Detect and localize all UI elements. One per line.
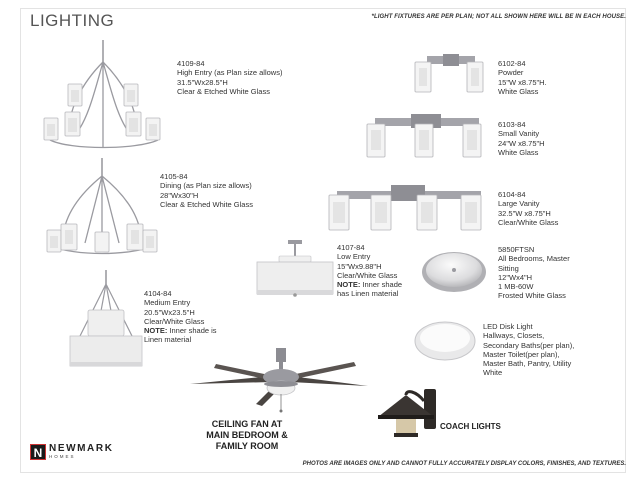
led-disk-line-5: Master Bath, Pantry, Utility [483,359,572,369]
fixture-4104-line-2: 20.5"Wx23.5"H [144,307,195,317]
fixture-4104-note-1: Inner shade is [167,326,217,336]
fixture-5850-line-4: 1 MB-60W [498,282,534,292]
fan-line-3: FAMILY ROOM [215,441,279,451]
fixture-4104-line-1: Medium Entry [144,298,191,308]
logo-name: NEWMARK [49,443,114,454]
fixture-6102-label [498,59,547,96]
led-disk-line-4: Master Toilet(per plan), [483,349,560,359]
fixture-6103-line-2: 24"W x8.75"H [498,138,545,148]
fixture-4107-note-label: NOTE: [337,280,361,290]
fixture-6103-line-3: White Glass [498,147,539,157]
logo-subtitle: HOMES [49,454,76,459]
vanity-6102-image [413,52,488,94]
fixture-5850-label [498,245,570,301]
coach-lights-label: COACH LIGHTS [440,422,501,431]
fixture-4109-line-3: Clear & Etched White Glass [177,86,270,96]
newmark-homes-logo [30,444,114,460]
fixture-4107-line-3: Clear/White Glass [337,270,398,280]
led-disk-label [483,322,574,378]
fixture-4104-note-label: NOTE: [144,326,168,336]
fixture-6102-line-2: 15"W x8.75"H. [498,77,547,87]
fixture-4109-code: 4109-84 [177,59,205,68]
fixture-4107-label [337,243,402,299]
fixture-4109-line-1: High Entry (as Plan size allows) [177,68,283,78]
fixture-4105-line-3: Clear & Etched White Glass [160,199,253,209]
fixture-6102-code: 6102-84 [498,59,526,68]
vanity-6104-image [327,183,489,233]
semiflush-4107-image [255,240,335,302]
fixture-6103-line-1: Small Vanity [498,129,540,139]
top-disclaimer: *LIGHT FIXTURES ARE PER PLAN; NOT ALL SHOWN HERE WILL BE IN EACH HOUSE. [371,14,626,20]
fixture-6104-line-1: Large Vanity [498,199,540,209]
led-disk-line-3: Secondary Baths(per plan), [483,340,575,350]
led-disk-image [413,317,477,363]
ceiling-fan-label [192,419,302,452]
bottom-disclaimer: PHOTOS ARE IMAGES ONLY AND CANNOT FULLY ACCURATELY DISPLAY COLORS, FINISHES, AND TEXTURES. [302,461,626,467]
fixture-4109-label [177,59,282,96]
logo-mark: N [30,444,46,460]
fixture-6104-line-3: Clear/White Glass [498,217,559,227]
fixture-5850-line-5: Frosted White Glass [498,291,566,301]
fixture-4104-code: 4104-84 [144,289,172,298]
fixture-6102-line-3: White Glass [498,86,539,96]
fixture-6104-code: 6104-84 [498,190,526,199]
fixture-4104-line-3: Clear/White Glass [144,316,205,326]
pendant-4104-image [66,270,146,370]
fixture-4107-note-2: has Linen material [337,289,399,299]
chandelier-4109-image [40,40,170,155]
fixture-4109-line-2: 31.5"Wx28.5"H [177,77,228,87]
fixture-4105-code: 4105-84 [160,172,188,181]
fixture-4105-label [160,172,253,209]
fixture-4104-note-2: Linen material [144,335,192,345]
fixture-5850-line-2: Sitting [498,263,519,273]
fixture-4107-line-2: 15"Wx9.88"H [337,261,382,271]
ceiling-fan-image [186,346,376,418]
coach-light-image [372,381,442,441]
fixture-4107-code: 4107-84 [337,243,365,252]
fixture-5850-line-3: 12"Wx4"H [498,272,533,282]
vanity-6103-image [365,112,487,160]
flush-dome-5850-image [420,248,488,296]
fixture-5850-code: 5850FTSN [498,245,535,254]
chandelier-4105-image [45,158,160,263]
fixture-6103-code: 6103-84 [498,120,526,129]
led-disk-line-6: White [483,368,503,378]
led-disk-line-2: Hallways, Closets, [483,331,545,341]
fan-line-2: MAIN BEDROOM & [206,430,288,440]
fixture-4107-line-1: Low Entry [337,252,371,262]
fixture-4107-note-1: Inner shade [360,280,403,290]
fixture-4105-line-2: 28"Wx30"H [160,190,199,200]
fan-line-1: CEILING FAN AT [211,419,283,429]
led-disk-line-1: LED Disk Light [483,322,533,331]
fixture-5850-line-1: All Bedrooms, Master [498,254,570,264]
fixture-6104-line-2: 32.5"W x8.75"H [498,208,551,218]
fixture-4104-label [144,289,217,345]
fixture-6103-label [498,120,545,157]
fixture-6104-label [498,190,558,227]
fixture-6102-line-1: Powder [498,68,524,78]
fixture-4105-line-1: Dining (as Plan size allows) [160,181,252,191]
page-title: LIGHTING [30,11,115,30]
